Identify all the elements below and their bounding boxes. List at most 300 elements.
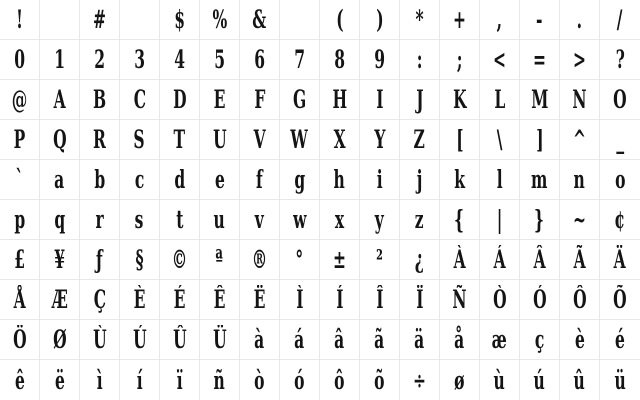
glyph-character: õ: [374, 365, 385, 395]
glyph-cell[interactable]: [360, 120, 400, 160]
glyph-cell[interactable]: [80, 80, 120, 120]
glyph-character: ?: [615, 45, 625, 74]
glyph-character: *: [415, 5, 424, 34]
glyph-character: 4: [174, 45, 185, 74]
glyph-cell[interactable]: [80, 360, 120, 400]
glyph-character: ñ: [213, 365, 226, 395]
glyph-character: #: [92, 5, 106, 34]
glyph-cell[interactable]: [240, 360, 280, 400]
glyph-character: ü: [614, 365, 626, 395]
glyph-character: c: [134, 165, 145, 194]
glyph-character: R: [93, 125, 106, 154]
glyph-cell[interactable]: [520, 200, 560, 240]
glyph-cell[interactable]: [560, 320, 600, 360]
glyph-cell[interactable]: [400, 160, 440, 200]
glyph-character: k: [454, 165, 465, 194]
glyph-character: ¢: [614, 205, 626, 234]
glyph-character: ©: [171, 245, 188, 274]
glyph-cell[interactable]: [520, 320, 560, 360]
glyph-character: ÷: [412, 365, 426, 395]
glyph-cell[interactable]: [480, 120, 520, 160]
glyph-character: r: [95, 205, 104, 234]
glyph-character: V: [253, 125, 266, 154]
glyph-character: å: [454, 325, 465, 354]
glyph-character: Ø: [52, 325, 67, 354]
glyph-cell[interactable]: [440, 240, 480, 280]
glyph-cell[interactable]: [120, 120, 160, 160]
glyph-character: o: [614, 165, 626, 194]
glyph-cell[interactable]: [80, 160, 120, 200]
glyph-cell[interactable]: [200, 200, 240, 240]
glyph-character: j: [416, 165, 423, 194]
glyph-character: z: [415, 205, 424, 234]
glyph-cell[interactable]: [0, 200, 40, 240]
glyph-cell[interactable]: [200, 280, 240, 320]
glyph-character: ¿: [414, 245, 425, 274]
glyph-cell[interactable]: [200, 320, 240, 360]
glyph-character: Å: [13, 285, 26, 314]
glyph-cell[interactable]: [0, 320, 40, 360]
glyph-cell[interactable]: [440, 0, 480, 40]
glyph-cell[interactable]: [360, 200, 400, 240]
glyph-character: `: [15, 165, 24, 194]
glyph-character: B: [92, 85, 107, 114]
glyph-cell[interactable]: [160, 160, 200, 200]
glyph-character: ê: [14, 365, 25, 395]
glyph-cell[interactable]: [200, 240, 240, 280]
glyph-character: +: [452, 5, 466, 34]
glyph-character: Ë: [253, 285, 266, 314]
glyph-cell[interactable]: [160, 120, 200, 160]
glyph-cell[interactable]: [440, 280, 480, 320]
glyph-cell[interactable]: [560, 280, 600, 320]
glyph-cell[interactable]: [40, 40, 80, 80]
glyph-cell[interactable]: [600, 40, 640, 80]
glyph-cell[interactable]: [40, 80, 80, 120]
glyph-character: à: [254, 325, 265, 354]
glyph-cell[interactable]: [600, 360, 640, 400]
glyph-cell[interactable]: [0, 160, 40, 200]
glyph-cell[interactable]: [480, 280, 520, 320]
glyph-character: .: [576, 5, 583, 34]
glyph-character: é: [615, 325, 625, 354]
glyph-cell[interactable]: [240, 200, 280, 240]
glyph-character: [: [455, 125, 464, 154]
glyph-character: °: [295, 245, 304, 274]
glyph-cell[interactable]: [440, 360, 480, 400]
glyph-character: ƒ: [96, 245, 103, 274]
glyph-cell[interactable]: [40, 360, 80, 400]
glyph-character: 2: [94, 45, 105, 74]
glyph-cell[interactable]: [360, 0, 400, 40]
glyph-cell[interactable]: [520, 240, 560, 280]
glyph-character: y: [374, 205, 385, 234]
glyph-character: Ô: [572, 285, 587, 314]
glyph-cell[interactable]: [320, 320, 360, 360]
glyph-character: Ì: [295, 285, 304, 314]
glyph-cell[interactable]: [600, 240, 640, 280]
glyph-character: Æ: [51, 285, 68, 314]
glyph-character: >: [572, 45, 586, 74]
glyph-cell[interactable]: [520, 40, 560, 80]
glyph-character: G: [292, 85, 307, 114]
glyph-cell[interactable]: [480, 40, 520, 80]
glyph-cell[interactable]: [40, 280, 80, 320]
glyph-cell[interactable]: [520, 280, 560, 320]
glyph-character: D: [172, 85, 187, 114]
glyph-cell[interactable]: [440, 80, 480, 120]
glyph-character: 6: [254, 45, 265, 74]
glyph-character: ,: [496, 5, 503, 34]
glyph-cell[interactable]: [360, 280, 400, 320]
glyph-character: ±: [332, 245, 346, 274]
glyph-cell[interactable]: [40, 0, 80, 40]
glyph-character: !: [16, 5, 23, 34]
glyph-character: \: [496, 125, 503, 154]
glyph-character: Ã: [573, 245, 586, 274]
glyph-cell[interactable]: [600, 120, 640, 160]
glyph-character: 0: [14, 45, 25, 74]
glyph-cell[interactable]: [360, 320, 400, 360]
glyph-character: Q: [52, 125, 67, 154]
glyph-character: À: [453, 245, 466, 274]
glyph-character: S: [133, 125, 146, 154]
glyph-cell[interactable]: [240, 40, 280, 80]
glyph-cell[interactable]: [40, 200, 80, 240]
glyph-cell[interactable]: [200, 80, 240, 120]
glyph-cell[interactable]: [280, 120, 320, 160]
glyph-character: |: [496, 205, 503, 234]
glyph-cell[interactable]: [400, 0, 440, 40]
glyph-character: N: [572, 85, 587, 114]
glyph-character: _: [616, 125, 624, 154]
glyph-character: F: [253, 85, 266, 114]
glyph-cell[interactable]: [80, 120, 120, 160]
glyph-cell[interactable]: [320, 360, 360, 400]
glyph-cell[interactable]: [120, 200, 160, 240]
glyph-cell[interactable]: [600, 200, 640, 240]
glyph-cell[interactable]: [320, 120, 360, 160]
glyph-character: Ó: [532, 285, 547, 314]
glyph-cell[interactable]: [600, 160, 640, 200]
glyph-character: ï: [176, 365, 183, 395]
glyph-cell[interactable]: [480, 80, 520, 120]
glyph-cell[interactable]: [600, 80, 640, 120]
glyph-cell[interactable]: [600, 320, 640, 360]
glyph-cell[interactable]: [480, 160, 520, 200]
glyph-cell[interactable]: [200, 40, 240, 80]
glyph-character: U: [212, 125, 227, 154]
glyph-character: L: [494, 85, 505, 114]
glyph-character: u: [213, 205, 226, 234]
glyph-cell[interactable]: [560, 360, 600, 400]
glyph-character: I: [375, 85, 384, 114]
glyph-cell[interactable]: [80, 200, 120, 240]
glyph-character: Â: [533, 245, 546, 274]
glyph-cell[interactable]: [0, 40, 40, 80]
glyph-character: ù: [493, 365, 506, 395]
glyph-character: ø: [454, 365, 465, 395]
glyph-cell[interactable]: [240, 0, 280, 40]
glyph-character: H: [332, 85, 347, 114]
glyph-character: Ç: [93, 285, 106, 314]
glyph-cell[interactable]: [320, 200, 360, 240]
glyph-character: a: [54, 165, 65, 194]
glyph-character: Ú: [132, 325, 147, 354]
glyph-cell[interactable]: [360, 360, 400, 400]
glyph-cell[interactable]: [480, 200, 520, 240]
glyph-cell[interactable]: [160, 0, 200, 40]
glyph-cell[interactable]: [280, 360, 320, 400]
glyph-character: n: [573, 165, 586, 194]
glyph-cell[interactable]: [320, 240, 360, 280]
glyph-character: 5: [214, 45, 225, 74]
glyph-cell[interactable]: [80, 240, 120, 280]
glyph-character: $: [174, 5, 185, 34]
glyph-character: ë: [54, 365, 65, 395]
glyph-cell[interactable]: [400, 40, 440, 80]
glyph-character: J: [415, 85, 424, 114]
glyph-cell[interactable]: [440, 160, 480, 200]
glyph-character: &: [252, 5, 267, 34]
glyph-cell[interactable]: [520, 160, 560, 200]
glyph-character: Û: [172, 325, 187, 354]
glyph-cell[interactable]: [400, 200, 440, 240]
glyph-cell[interactable]: [520, 120, 560, 160]
glyph-cell[interactable]: [280, 80, 320, 120]
glyph-cell[interactable]: [0, 240, 40, 280]
glyph-character: e: [214, 165, 225, 194]
glyph-cell[interactable]: [360, 240, 400, 280]
glyph-character: ): [375, 5, 384, 34]
glyph-character: Õ: [613, 285, 627, 314]
glyph-cell[interactable]: [440, 120, 480, 160]
glyph-cell[interactable]: [320, 280, 360, 320]
glyph-cell[interactable]: [120, 240, 160, 280]
glyph-character: A: [53, 85, 66, 114]
glyph-character: ä: [414, 325, 425, 354]
glyph-character: M: [530, 85, 549, 114]
glyph-cell[interactable]: [280, 320, 320, 360]
glyph-character: ~: [572, 205, 586, 234]
glyph-cell[interactable]: [0, 280, 40, 320]
glyph-cell[interactable]: [400, 240, 440, 280]
glyph-character: Ê: [213, 285, 226, 314]
glyph-cell[interactable]: [160, 240, 200, 280]
glyph-cell[interactable]: [600, 280, 640, 320]
glyph-cell[interactable]: [200, 120, 240, 160]
glyph-character: È: [133, 285, 146, 314]
glyph-character: æ: [491, 325, 508, 354]
glyph-cell[interactable]: [360, 80, 400, 120]
glyph-cell[interactable]: [80, 40, 120, 80]
glyph-character: C: [133, 85, 146, 114]
glyph-cell[interactable]: [40, 240, 80, 280]
glyph-cell[interactable]: [120, 160, 160, 200]
glyph-cell[interactable]: [320, 40, 360, 80]
glyph-cell[interactable]: [0, 360, 40, 400]
glyph-cell[interactable]: [560, 80, 600, 120]
glyph-character: 3: [134, 45, 145, 74]
glyph-character: ã: [374, 325, 385, 354]
glyph-character: d: [174, 165, 185, 194]
glyph-cell[interactable]: [440, 40, 480, 80]
glyph-cell[interactable]: [120, 320, 160, 360]
glyph-character: Ï: [415, 285, 424, 314]
glyph-character: Y: [373, 125, 386, 154]
glyph-cell[interactable]: [0, 120, 40, 160]
glyph-character: É: [173, 285, 186, 314]
glyph-character: -: [536, 5, 543, 34]
glyph-character: h: [333, 165, 346, 194]
glyph-cell[interactable]: [40, 320, 80, 360]
glyph-cell[interactable]: [80, 0, 120, 40]
glyph-cell[interactable]: [560, 0, 600, 40]
glyph-cell[interactable]: [440, 320, 480, 360]
glyph-cell[interactable]: [480, 0, 520, 40]
glyph-cell[interactable]: [160, 360, 200, 400]
glyph-character: }: [534, 205, 545, 234]
glyph-cell[interactable]: [40, 160, 80, 200]
glyph-cell[interactable]: [200, 0, 240, 40]
glyph-cell[interactable]: [560, 40, 600, 80]
glyph-character: Z: [413, 125, 426, 154]
glyph-character: /: [617, 5, 623, 34]
glyph-cell[interactable]: [0, 80, 40, 120]
glyph-cell[interactable]: [240, 160, 280, 200]
glyph-cell[interactable]: [200, 160, 240, 200]
glyph-cell[interactable]: [400, 360, 440, 400]
glyph-cell[interactable]: [240, 120, 280, 160]
glyph-character: û: [573, 365, 586, 395]
glyph-cell[interactable]: [280, 280, 320, 320]
glyph-cell[interactable]: [240, 240, 280, 280]
glyph-cell[interactable]: [440, 200, 480, 240]
glyph-cell[interactable]: [240, 280, 280, 320]
glyph-character: P: [13, 125, 26, 154]
glyph-character: ú: [533, 365, 546, 395]
glyph-cell[interactable]: [280, 0, 320, 40]
glyph-cell[interactable]: [160, 320, 200, 360]
glyph-cell[interactable]: [560, 240, 600, 280]
glyph-cell[interactable]: [560, 200, 600, 240]
glyph-character: í: [136, 365, 143, 395]
glyph-cell[interactable]: [320, 80, 360, 120]
glyph-cell[interactable]: [320, 0, 360, 40]
glyph-character: ;: [456, 45, 463, 74]
glyph-cell[interactable]: [560, 120, 600, 160]
glyph-cell[interactable]: [280, 240, 320, 280]
glyph-cell[interactable]: [600, 0, 640, 40]
glyph-character: l: [496, 165, 503, 194]
glyph-character: ª: [215, 245, 224, 274]
glyph-character: q: [54, 205, 65, 234]
glyph-character: 1: [54, 45, 65, 74]
glyph-cell[interactable]: [360, 40, 400, 80]
glyph-character: T: [173, 125, 186, 154]
glyph-cell[interactable]: [40, 120, 80, 160]
glyph-character: ò: [254, 365, 265, 395]
glyph-cell[interactable]: [320, 160, 360, 200]
glyph-cell[interactable]: [280, 160, 320, 200]
glyph-character: á: [294, 325, 305, 354]
glyph-character: §: [135, 245, 144, 274]
glyph-cell[interactable]: [120, 40, 160, 80]
glyph-cell[interactable]: [160, 200, 200, 240]
glyph-character: i: [376, 165, 383, 194]
glyph-cell[interactable]: [160, 80, 200, 120]
glyph-cell[interactable]: [120, 360, 160, 400]
glyph-character: 7: [294, 45, 305, 74]
glyph-cell[interactable]: [400, 320, 440, 360]
glyph-character: 9: [374, 45, 385, 74]
glyph-character: K: [452, 85, 467, 114]
glyph-cell[interactable]: [160, 40, 200, 80]
glyph-cell[interactable]: [560, 160, 600, 200]
glyph-character: ó: [294, 365, 305, 395]
glyph-character: b: [94, 165, 105, 194]
glyph-character: Ñ: [452, 285, 467, 314]
glyph-character: ]: [535, 125, 544, 154]
glyph-character: O: [613, 85, 627, 114]
glyph-character: ^: [572, 125, 586, 154]
glyph-cell[interactable]: [280, 40, 320, 80]
glyph-cell[interactable]: [400, 80, 440, 120]
glyph-cell[interactable]: [240, 80, 280, 120]
glyph-character: â: [334, 325, 345, 354]
glyph-cell[interactable]: [80, 320, 120, 360]
glyph-cell[interactable]: [480, 320, 520, 360]
glyph-cell[interactable]: [200, 360, 240, 400]
glyph-character: Ä: [613, 245, 627, 274]
glyph-cell[interactable]: [480, 360, 520, 400]
glyph-cell[interactable]: [400, 120, 440, 160]
glyph-character: £: [14, 245, 25, 274]
glyph-character: 8: [334, 45, 345, 74]
glyph-character: ô: [334, 365, 345, 395]
glyph-character: =: [532, 45, 546, 74]
glyph-cell[interactable]: [520, 80, 560, 120]
glyph-character: {: [454, 205, 465, 234]
glyph-character: Á: [493, 245, 506, 274]
glyph-cell[interactable]: [280, 200, 320, 240]
glyph-character: p: [14, 205, 25, 234]
glyph-cell[interactable]: [520, 0, 560, 40]
glyph-character: ¥: [54, 245, 65, 274]
glyph-character: Ü: [212, 325, 227, 354]
glyph-character: :: [416, 45, 423, 74]
glyph-character: (: [335, 5, 344, 34]
glyph-cell[interactable]: [0, 0, 40, 40]
glyph-cell[interactable]: [240, 320, 280, 360]
glyph-character: E: [213, 85, 226, 114]
glyph-cell[interactable]: [80, 280, 120, 320]
glyph-character: Í: [335, 285, 344, 314]
glyph-character: g: [294, 165, 305, 194]
glyph-cell[interactable]: [160, 280, 200, 320]
glyph-cell[interactable]: [120, 280, 160, 320]
glyph-cell[interactable]: [120, 80, 160, 120]
glyph-character: x: [334, 205, 345, 234]
glyph-cell[interactable]: [360, 160, 400, 200]
glyph-cell[interactable]: [520, 360, 560, 400]
glyph-character: ç: [534, 325, 545, 354]
glyph-character: v: [254, 205, 265, 234]
glyph-character: X: [333, 125, 346, 154]
glyph-cell[interactable]: [480, 240, 520, 280]
glyph-cell[interactable]: [400, 280, 440, 320]
glyph-cell[interactable]: [120, 0, 160, 40]
